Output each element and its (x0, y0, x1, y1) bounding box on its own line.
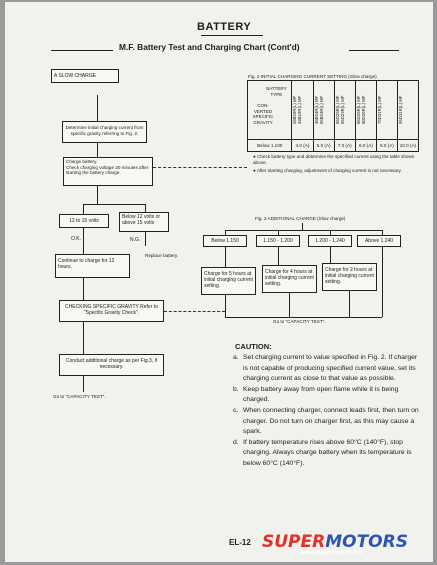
range-1150-1200: 1.150 - 1.200 (256, 235, 300, 247)
fig2-title: Fig. 2 INITIAL CHARGING CURRENT SETTING (Slow charge) (248, 74, 377, 79)
current-value-2: 5.0 (A) (313, 140, 334, 152)
caution-item-d: d. If battery temperature rises above 60°C (140°F), stop charging. Always charge battery when its temperature is below 60°C (140°F). (233, 438, 412, 467)
volts-12-15-box: 12 to 15 volts (59, 214, 109, 228)
page-number: EL-12 (229, 538, 251, 547)
goto-capacity-left: Go to "CAPACITY TEST". (53, 394, 106, 399)
charge-step-2: Check charging voltage 30 minutes after starting the battery charge. (66, 164, 149, 176)
determine-current-box: Determine initial charging current from specific gravity referring to Fig. 2. (62, 121, 147, 143)
caution-item-c: c. When connecting charger, connect leads first, then turn on charger. Do not turn on charger first, as this may cause a spark. (233, 406, 419, 436)
current-value-3: 7.0 (A) (334, 140, 355, 152)
fig3-title: Fig. 3 ADDITIONAL CHARGE (Slow charge) (255, 216, 346, 221)
checking-gravity-box: CHECKING SPECIFIC GRAVITY Refer to "Specific Gravity Check". (59, 300, 164, 322)
conduct-additional-box: Conduct additional charge as per Fig.3, if necessary. (59, 354, 164, 376)
type-col-4: 65D26R(L) MF 80D26R(L) MF (355, 95, 366, 125)
range-1200-1240: 1.200 - 1.240 (308, 235, 352, 247)
type-col-5: 75D31R(L) MF (376, 95, 382, 125)
bullet-icon: ● (253, 168, 257, 173)
manual-page (5, 2, 433, 562)
ng-label: N.G. (130, 237, 141, 243)
caution-heading: CAUTION: (235, 342, 272, 351)
range-below-1150: Below 1.150 (203, 235, 247, 247)
type-col-1: 28B19R(L) MF 34B19R(L) MF (292, 95, 303, 125)
charge-step-1: Charge battery. (66, 159, 98, 164)
type-col-3: 65D26R(L) MF 55D23R(L) MF (334, 95, 345, 125)
charge-2-hours-box: Charge for 2 hours at initial charging current setting. (322, 263, 377, 291)
battery-type-header: BATTERY TYPE (266, 86, 287, 97)
charge-5-hours-box: Charge for 5 hours at initial charging current setting. (201, 267, 256, 295)
continue-charge-box: Continue to charge for 12 hours. (55, 254, 130, 278)
caution-item-b: b. Keep battery away from open flame while it is being charged. (233, 385, 399, 404)
caution-item-a: a. Set charging current to value specified in Fig. 2. If charger is not capable of producing specified current value, set its charging current as close to that value as possible. (233, 354, 418, 383)
current-value-5: 9.0 (A) (376, 140, 397, 152)
slow-charge-label: A SLOW CHARGE (51, 69, 119, 83)
converted-gravity-header: CON-VERTED SPECIFIC GRAVITY (252, 103, 274, 125)
charge-battery-box (63, 157, 153, 186)
supermotors-url: www.supermotors.net (300, 550, 363, 556)
range-above-1240: Above 1.240 (357, 235, 401, 247)
current-value-6: 10.0 (A) (397, 140, 418, 152)
current-value-1: 4.0 (A) (292, 140, 313, 152)
charge-4-hours-box: Charge for 4 hours at initial charging current setting. (262, 265, 317, 293)
fig2-note-2: ● After starting charging, adjustment of charging current is not necessary. (253, 168, 402, 173)
supermotors-logo: SUPERMOTORS (262, 532, 408, 552)
bullet-icon: ● (253, 154, 258, 159)
page-title: BATTERY (197, 21, 252, 33)
fig2-note-1: ● Check battery type and determine the specified current using the table shown above. (253, 154, 415, 165)
current-value-4: 8.0 (A) (355, 140, 376, 152)
type-col-6: 95D31R(L) MF (397, 95, 403, 125)
goto-capacity-fig3: Go to "CAPACITY TEST". (273, 319, 326, 324)
gravity-row-label: Below 1.100 (248, 140, 292, 152)
replace-battery-text: Replace battery. (145, 253, 179, 258)
caution-list (233, 353, 423, 470)
below-12-box: Below 12 volts or above 15 volts (119, 212, 169, 232)
page-subtitle: M.F. Battery Test and Charging Chart (Cont'd) (119, 42, 300, 52)
fig2-table (247, 80, 419, 152)
ok-label: O.K. (71, 236, 82, 242)
type-col-2: 46B24R(L) MF 55B24R(L) MF (313, 95, 324, 125)
